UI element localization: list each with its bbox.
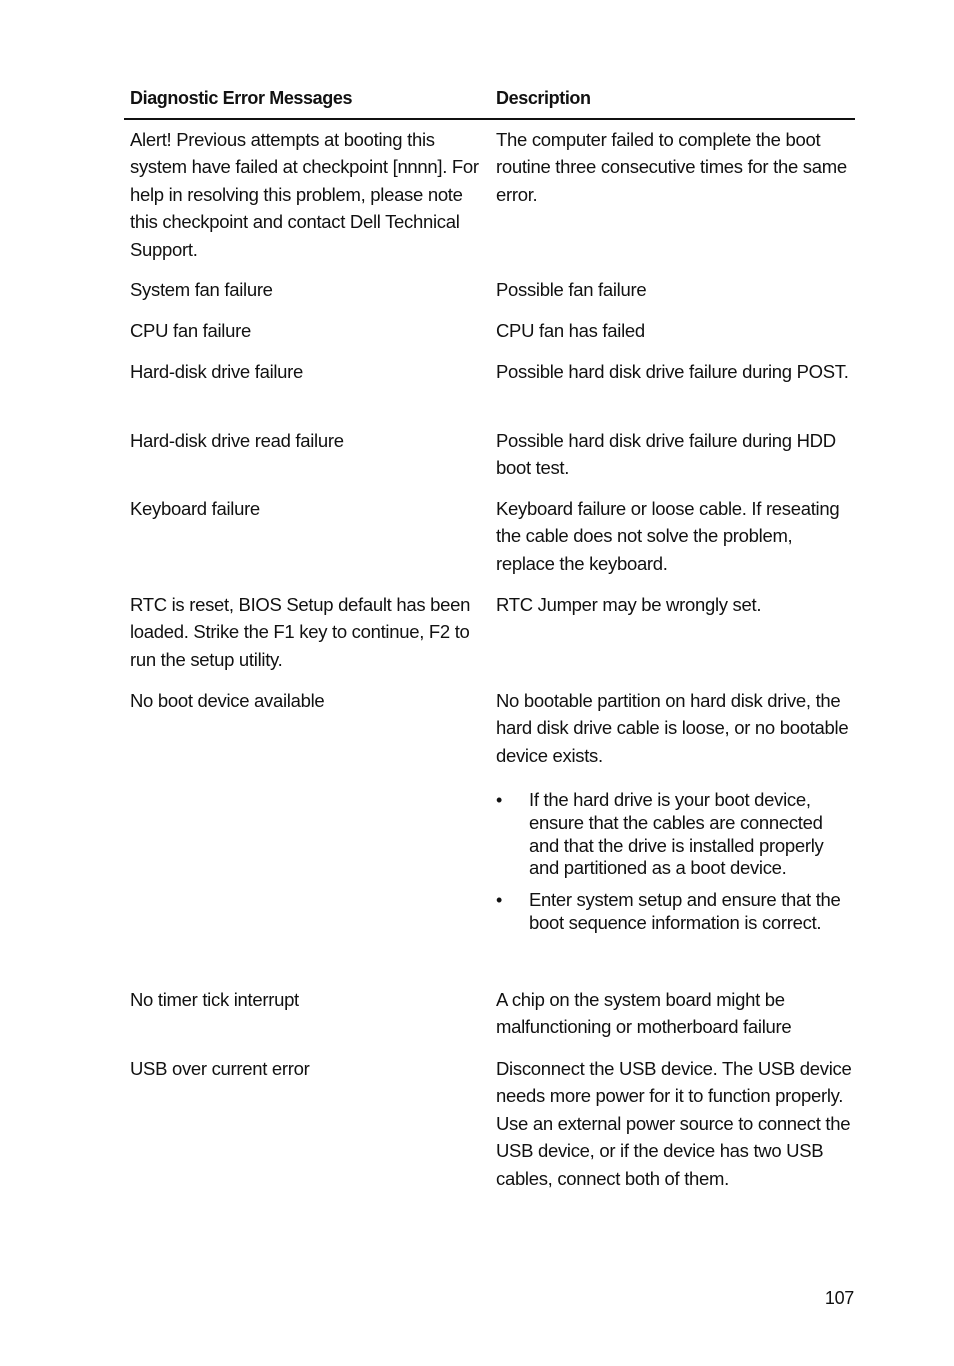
page-number: 107 (824, 1288, 854, 1308)
row-description: A chip on the system board might be malfunctioning or motherboard failure (496, 989, 792, 1038)
diagnostic-error-table (124, 86, 855, 1189)
row-description: No bootable partition on hard disk drive, the hard disk drive cable is loose, or no bootable device exists. (496, 690, 849, 766)
row-description: CPU fan has failed (496, 320, 645, 341)
row-message: RTC is reset, BIOS Setup default has been loaded. Strike the F1 key to continue, F2 to run the setup utility. (130, 594, 471, 670)
bullet-text: Enter system setup and ensure that the boot sequence information is correct. (529, 889, 841, 933)
row-description: Possible fan failure (496, 279, 647, 300)
row-message: USB over current error (130, 1058, 310, 1079)
header-description: Description (496, 88, 591, 108)
row-message: Alert! Previous attempts at booting this system have failed at checkpoint [nnnn]. For help in resolving this problem, please note this checkpoint and contact Dell Technical Support. (130, 129, 479, 260)
header-message: Diagnostic Error Messages (130, 88, 353, 108)
row-message: System fan failure (130, 279, 273, 300)
row-description: Keyboard failure or loose cable. If reseating the cable does not solve the problem, replace the keyboard. (496, 498, 840, 574)
table-header-row (124, 86, 855, 120)
row-message: No timer tick interrupt (130, 989, 299, 1010)
row-message: No boot device available (130, 690, 325, 711)
row-description: Possible hard disk drive failure during HDD boot test. (496, 430, 836, 479)
bullet-icon: • (496, 890, 503, 910)
row-message: Hard-disk drive failure (130, 361, 304, 382)
bullet-icon: • (496, 790, 503, 810)
row-description: Disconnect the USB device. The USB device needs more power for it to function properly. Use an external power source to connect the USB device, or if the device has two USB cables, connect both of them. (496, 1058, 852, 1189)
row-description: Possible hard disk drive failure during POST. (496, 361, 849, 382)
row-message: CPU fan failure (130, 320, 251, 341)
row-description: RTC Jumper may be wrongly set. (496, 594, 762, 615)
row-description: The computer failed to complete the boot routine three consecutive times for the same error. (496, 129, 847, 205)
row-message: Hard-disk drive read failure (130, 430, 344, 451)
bullet-text: If the hard drive is your boot device, ensure that the cables are connected and that the drive is installed properly and partitioned as a boot device. (529, 789, 824, 879)
row-message: Keyboard failure (130, 498, 260, 519)
